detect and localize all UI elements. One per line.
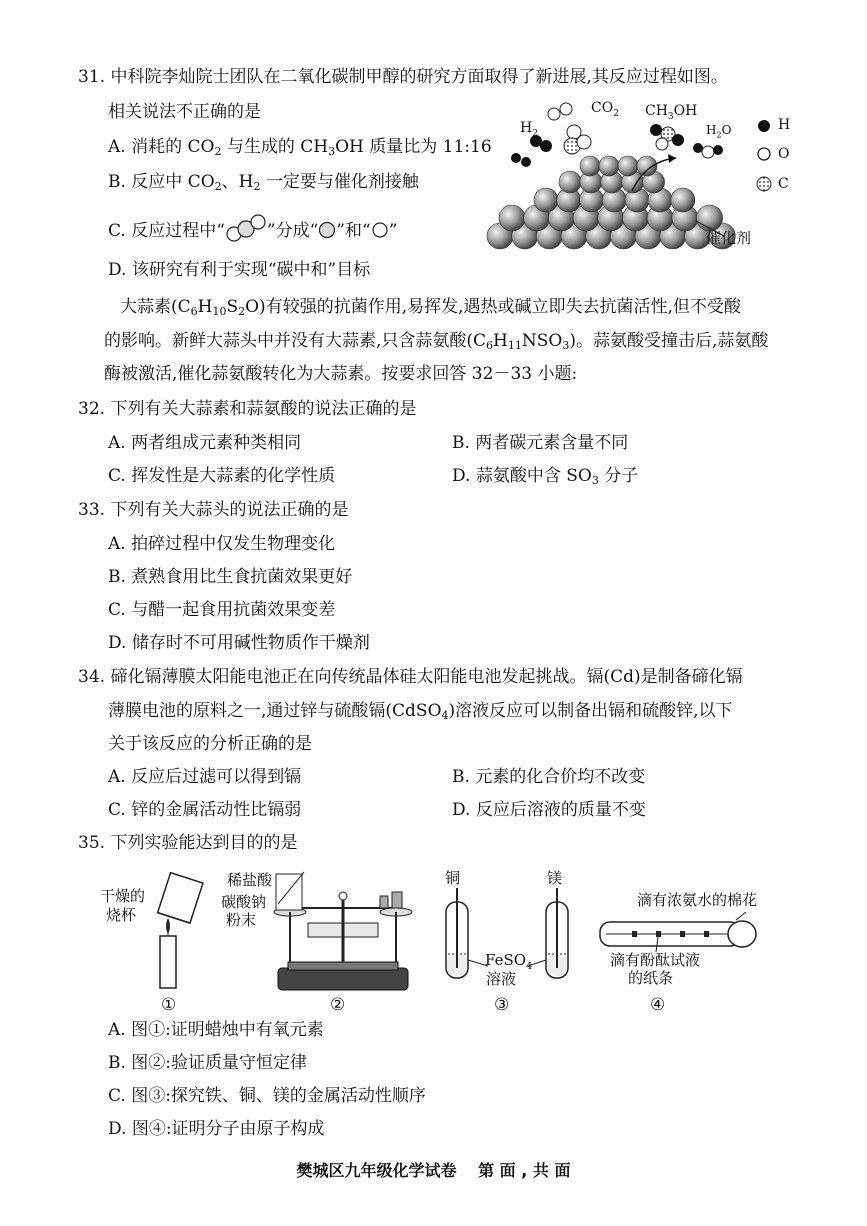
label-catalyst: 催化剂 bbox=[706, 229, 752, 247]
ch3oh-molecule bbox=[650, 124, 684, 150]
passage-line1: 大蒜素$(C_6H_{10}S_2O)$有较强的抗菌作用,易挥发,遇热或碱立即失去抗菌活性,但不受酸 bbox=[120, 297, 741, 318]
q32-option-c: C. 挥发性是大蒜素的化学性质 bbox=[108, 466, 336, 486]
fig2-label-2: 粉末 bbox=[226, 911, 257, 929]
q34-option-c: C. 锌的金属活动性比镉弱 bbox=[108, 800, 302, 820]
q33-option-b: B. 煮熟食用比生食抗菌效果更好 bbox=[108, 567, 353, 587]
fig1-label-2: 烧杯 bbox=[106, 906, 137, 924]
q34-option-b: B. 元素的化合价均不改变 bbox=[452, 767, 646, 787]
co2-molecule bbox=[548, 103, 591, 154]
catalyst-surface bbox=[487, 156, 735, 249]
carbon-atom-icon bbox=[318, 221, 336, 239]
oxygen-atom-icon bbox=[371, 221, 389, 239]
label-h2o: $H_2O$ bbox=[706, 123, 732, 140]
fig-number-1: ① bbox=[161, 995, 177, 1015]
q31-number: 31. bbox=[78, 67, 106, 87]
catalyst-sphere bbox=[499, 205, 525, 231]
q33-option-d: D. 储存时不可用碱性物质作干燥剂 bbox=[108, 633, 370, 653]
passage-line2: 的影响。新鲜大蒜头中并没有大蒜素,只含蒜氨酸$(C_6H_{11}NSO_3)$。蒜氨酸受撞击后,蒜氨酸 bbox=[104, 331, 769, 352]
passage-line3: 酶被激活,催化蒜氨酸转化为大蒜素。按要求回答 32－33 小题: bbox=[104, 364, 578, 384]
q34-option-a: A. 反应后过滤可以得到镉 bbox=[108, 767, 302, 787]
fig3-label-solution2: 溶液 bbox=[486, 970, 517, 988]
fig-number-3: ③ bbox=[494, 995, 510, 1015]
legend-h-icon bbox=[758, 120, 770, 132]
fig4-label-paper-1: 滴有酚酞试液 bbox=[610, 951, 701, 969]
q35-option-a: A. 图①:证明蜡烛中有氧元素 bbox=[108, 1020, 324, 1040]
fig4-label-cotton: 滴有浓氨水的棉花 bbox=[637, 891, 758, 909]
q35-option-b: B. 图②:验证质量守恒定律 bbox=[108, 1053, 308, 1073]
q31-stem-line2: 相关说法不正确的是 bbox=[108, 102, 261, 122]
fig3-label-cu: 铜 bbox=[445, 869, 461, 887]
catalyst-sphere bbox=[534, 188, 558, 212]
catalyst-sphere bbox=[697, 205, 723, 231]
h2o-molecule bbox=[693, 143, 723, 158]
catalyst-sphere bbox=[599, 156, 619, 176]
q34-stem-line1: 34. 碲化镉薄膜太阳能电池正在向传统晶体硅太阳能电池发起挑战。镉(Cd)是制备碲化镉 bbox=[78, 667, 743, 687]
q35-option-c: C. 图③:探究铁、铜、镁的金属活动性顺序 bbox=[108, 1086, 426, 1106]
fig-number-2: ② bbox=[330, 995, 346, 1015]
legend-o-icon bbox=[758, 148, 770, 160]
legend-c-icon bbox=[757, 177, 771, 191]
q32-option-d: D. 蒜氨酸中含 $SO_3$ 分子 bbox=[452, 466, 639, 487]
fig-number-4: ④ bbox=[650, 995, 666, 1015]
fig3-label-mg: 镁 bbox=[547, 869, 563, 887]
co2-molecule-icon bbox=[225, 214, 267, 244]
legend-o-label: O bbox=[778, 146, 790, 162]
q33-stem: 33. 下列有关大蒜头的说法正确的是 bbox=[78, 500, 349, 520]
q31-stem-line1: 31. 中科院李灿院士团队在二氧化碳制甲醇的研究方面取得了新进展,其反应过程如图。 bbox=[78, 67, 728, 87]
q33-option-c: C. 与醋一起食用抗菌效果变差 bbox=[108, 600, 336, 620]
q31-option-b: B. 反应中 $CO_2$、$H_2$ 一定要与催化剂接触 bbox=[108, 172, 419, 193]
fig1-beaker-candle bbox=[140, 872, 220, 992]
label-h2: $H_2$ bbox=[520, 120, 538, 139]
q31-option-a: A. 消耗的 $CO_2$ 与生成的 $CH_3OH$ 质量比为 11:16 bbox=[108, 137, 492, 158]
catalyst-sphere bbox=[618, 156, 638, 176]
q34-option-d: D. 反应后溶液的质量不变 bbox=[452, 800, 646, 820]
q31-option-c: C. 反应过程中“ ”分成“ ”和“ ” bbox=[108, 214, 397, 244]
q35-option-d: D. 图④:证明分子由原子构成 bbox=[108, 1119, 325, 1139]
q31-option-d: D. 该研究有利于实现“碳中和”目标 bbox=[108, 260, 371, 280]
fig4-label-paper-2: 的纸条 bbox=[628, 969, 674, 987]
fig1-label-1: 干燥的 bbox=[100, 887, 146, 905]
fig2-label-acid: 稀盐酸 bbox=[227, 871, 273, 889]
fig2-balance bbox=[268, 868, 418, 996]
catalyst-sphere bbox=[637, 156, 657, 176]
catalyst-sphere bbox=[671, 188, 695, 212]
label-ch3oh: $CH_3OH$ bbox=[645, 103, 698, 122]
q32-option-a: A. 两者组成元素种类相同 bbox=[108, 433, 302, 453]
q33-option-a: A. 拍碎过程中仅发生物理变化 bbox=[108, 534, 336, 554]
label-co2: $CO_2$ bbox=[591, 100, 619, 119]
fig2-label-1: 碳酸钠 bbox=[221, 893, 267, 911]
legend-h-label: H bbox=[778, 117, 791, 133]
catalyst-sphere bbox=[580, 156, 600, 176]
q32-option-b: B. 两者碳元素含量不同 bbox=[452, 433, 629, 453]
page-footer: 樊城区九年级化学试卷 第 面 , 共 面 bbox=[296, 1161, 571, 1180]
catalyst-sphere bbox=[559, 171, 581, 193]
q34-stem-line3: 关于该反应的分析正确的是 bbox=[108, 734, 312, 754]
legend-c-label: C bbox=[778, 176, 789, 192]
q32-stem: 32. 下列有关大蒜素和蒜氨酸的说法正确的是 bbox=[78, 399, 417, 419]
q35-stem: 35. 下列实验能达到目的的是 bbox=[78, 833, 298, 853]
fig3-label-solution: FeSO$_4$ bbox=[485, 951, 533, 972]
q34-stem-line2: 薄膜电池的原料之一,通过锌与硫酸镉(CdSO$_4$)溶液反应可以制备出镉和硫酸锌,以下 bbox=[108, 701, 733, 722]
